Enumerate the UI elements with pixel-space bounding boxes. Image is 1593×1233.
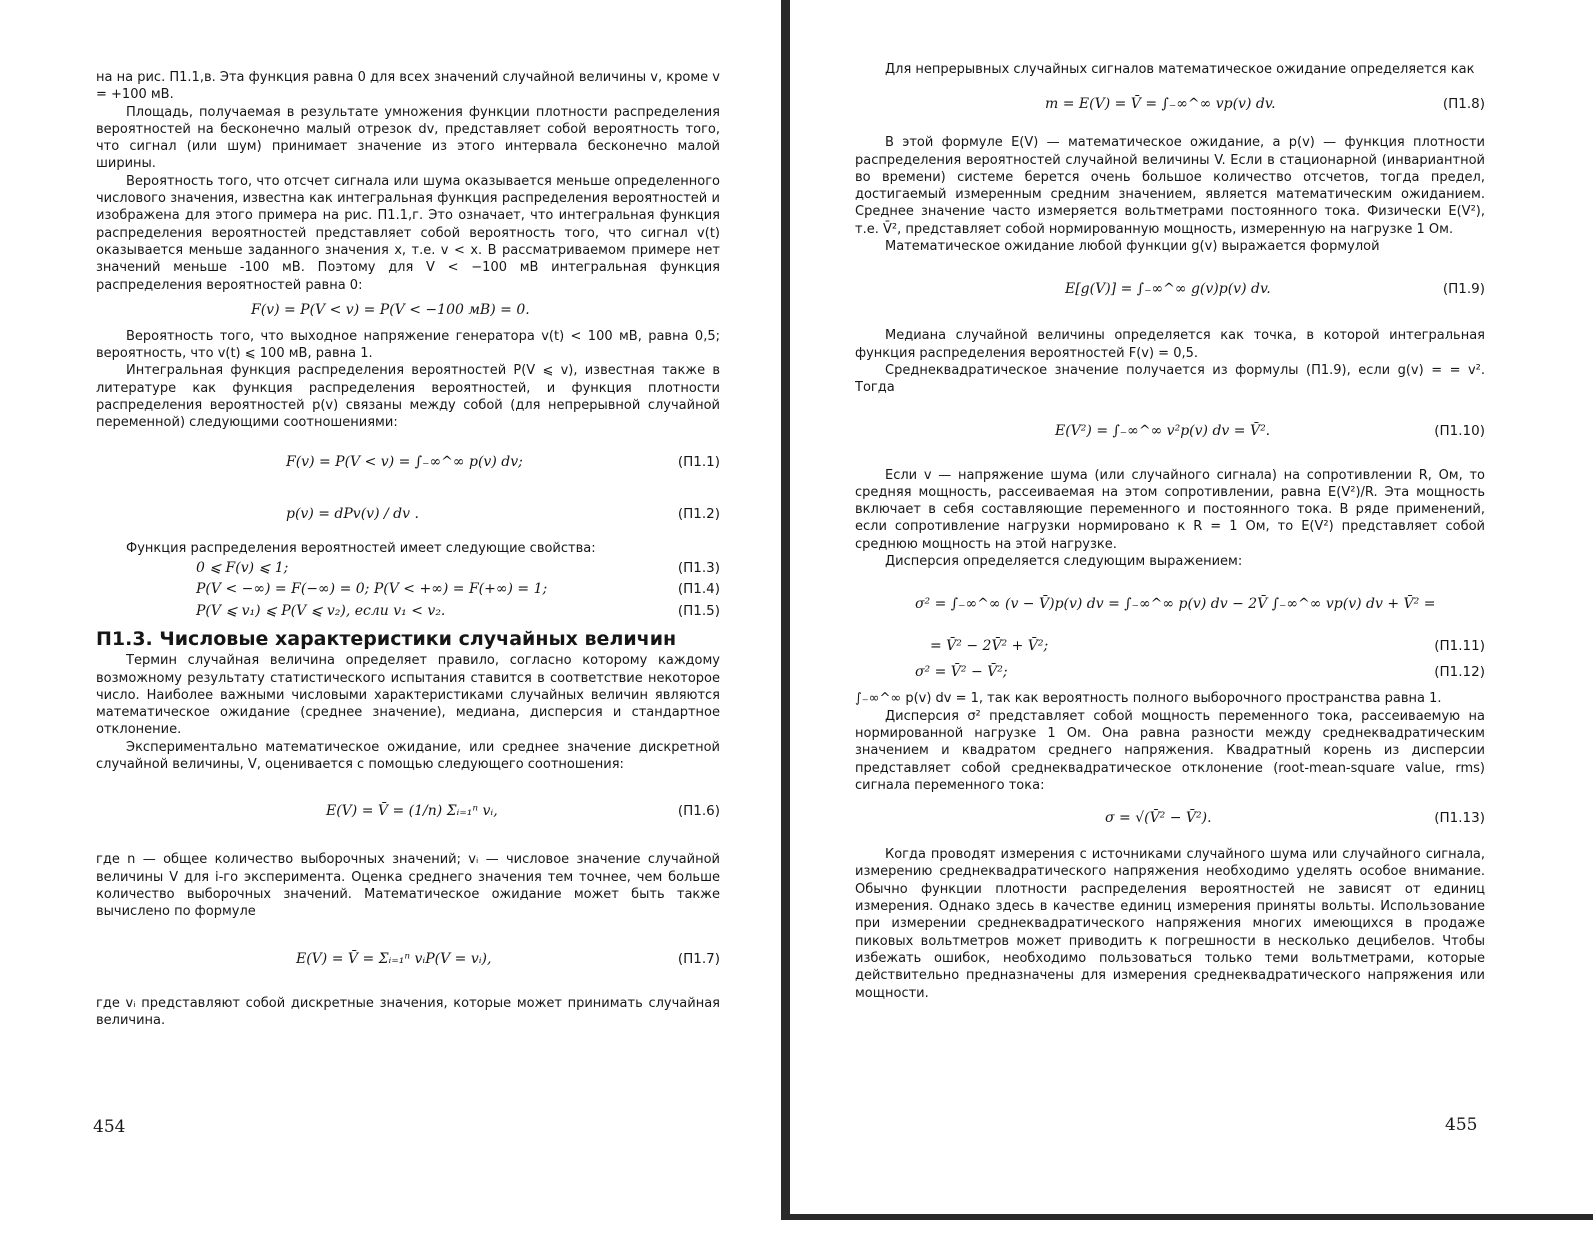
paragraph: Дисперсия определяется следующим выражением: <box>885 554 1243 570</box>
equation-body: 0 ⩽ F(v) ⩽ 1; <box>196 559 289 576</box>
paragraph: Медиана случайной величины определяется как точка, в которой интегральная функция распределения вероятностей F(v) = 0,5. <box>855 328 1485 361</box>
equation-body: F(v) = P(V < v) = P(V < −100 мВ) = 0. <box>251 301 530 318</box>
paragraph: В этой формуле E(V) — математическое ожидание, а p(v) — функция плотности распределения вероятностей случайной величины V. Если в стационарной (инвариантной во времени) системе берется очень большое количество отсчетов, тогда предел, достигаемый измеренным средним значением, является математическим ожиданием. Среднее значение часто измеряется вольтметрами постоянного тока. Физически E(V²), т.е. V̄², представляет собой нормированную мощность, измеренную на нагрузке 1 Ом. <box>855 135 1485 237</box>
paragraph: Функция распределения вероятностей имеет следующие свойства: <box>126 540 596 556</box>
right-page <box>790 0 1593 1233</box>
equation-body: P(V < −∞) = F(−∞) = 0; P(V < +∞) = F(+∞) = 1; <box>196 580 548 597</box>
equation-p1-6 <box>96 773 720 851</box>
paragraph: Площадь, получаемая в результате умножения функции плотности распределения вероятностей на бесконечно малый отрезок dv, представляет собой вероятность того, что сигнал (или шум) принимает значение из этого интервала бесконечно малой ширины. <box>96 104 720 172</box>
equation-p1-1 <box>96 432 720 492</box>
paragraph: Если v — напряжение шума (или случайного сигнала) на сопротивлении R, Ом, то средняя мощность, рассеиваемая на этом сопротивлении, равна E(V²)/R. Эта мощность включает в себя составляющие переменного и постоянного тока. В ряде применений, если сопротивление нагрузки нормировано к R = 1 Ом, то E(V²) представляет собой среднюю мощность на этой нагрузке. <box>855 467 1485 552</box>
paragraph: на на рис. П1.1,в. Эта функция равна 0 для всех значений случайной величины v, кроме v = +100 мВ. <box>96 70 720 103</box>
equation-number: (П1.12) <box>1434 664 1485 681</box>
book-spine <box>781 0 790 1220</box>
equation-body: F(v) = P(V < v) = ∫₋∞^∞ p(v) dv; <box>286 453 523 470</box>
equation-number: (П1.5) <box>677 602 720 619</box>
paragraph: где vᵢ представляют собой дискретные значения, которые может принимать случайная величина. <box>96 995 720 1028</box>
equation-number: (П1.10) <box>1434 422 1485 439</box>
paragraph: ∫₋∞^∞ p(v) dv = 1, так как вероятность полного выборочного пространства равна 1. <box>855 691 1442 707</box>
equation-p1-5 <box>96 601 720 625</box>
paragraph: Термин случайная величина определяет правило, согласно которому каждому возможному результату статистического испытания ставится в соответствие некоторое число. Наиболее важными числовыми характеристиками случайных величин являются математическое ожидание (среднее значение), медиана, дисперсия и стандартное отклонение. <box>96 653 720 738</box>
paragraph: Вероятность того, что отсчет сигнала или шума оказывается меньше определенного числового значения, известна как интегральная функция распределения вероятностей и изображена для этого примера на рис. П1.1,г. Это означает, что интегральная функция распределения вероятностей представляет собой вероятность того, что сигнал v(t) оказывается меньше заданного значения x, т.е. v < x. В рассматриваемом примере нет значений меньше -100 мВ. Поэтому для V < −100 мВ интегральная функция распределения вероятностей равна 0: <box>96 173 720 293</box>
equation-body: E(V) = V̄ = (1/n) Σᵢ₌₁ⁿ vᵢ, <box>326 803 498 820</box>
equation-number: (П1.11) <box>1434 638 1485 655</box>
equation-body: σ² = ∫₋∞^∞ (v − V̄)p(v) dv = ∫₋∞^∞ p(v) dv − 2V̄ ∫₋∞^∞ vp(v) dv + V̄² = <box>915 596 1436 613</box>
equation-number: (П1.2) <box>677 505 720 522</box>
equation-number: (П1.6) <box>677 803 720 820</box>
paragraph: Когда проводят измерения с источниками случайного шума или случайного сигнала, измерению среднеквадратического напряжения необходимо уделять особое внимание. Обычно функции плотности распределения вероятностей не зависят от единиц измерения. Однако здесь в качестве единиц измерения приняты вольты. Использование при измерении среднеквадратического напряжения многих имеющихся в продаже пиковых вольтметров может приводить к погрешности в несколько децибелов. Чтобы избежать ошибок, необходимо пользоваться только теми вольтметрами, которые действительно предназначены для измерения среднеквадратического напряжения или мощности. <box>855 847 1485 1001</box>
equation-body: σ = √(V̄² − V̄²). <box>1105 810 1212 827</box>
paragraph: где n — общее количество выборочных значений; vᵢ — числовое значение случайной величины V для i-го эксперимента. Оценка среднего значения тем точнее, чем больше количество выборочных значений. Математическое ожидание может быть также вычислено по формуле <box>96 852 720 920</box>
equation-number: (П1.7) <box>677 950 720 967</box>
page-number: 454 <box>93 1117 126 1137</box>
equation-number: (П1.8) <box>1442 96 1485 113</box>
paragraph: Математическое ожидание любой функции g(v) выражается формулой <box>885 239 1380 255</box>
equation-p1-12 <box>855 660 1485 690</box>
equation-p1-11-line1 <box>855 570 1485 634</box>
equation-number: (П1.1) <box>677 453 720 470</box>
equation-body: E(V²) = ∫₋∞^∞ v²p(v) dv = V̄². <box>1055 422 1271 439</box>
section-heading: П1.3. Числовые характеристики случайных величин <box>96 627 677 650</box>
equation-body: E[g(V)] = ∫₋∞^∞ g(v)p(v) dv. <box>1065 281 1271 298</box>
equation-p1-13 <box>855 794 1485 846</box>
equation-body: P(V ⩽ v₁) ⩽ P(V ⩽ v₂), если v₁ < v₂. <box>196 602 446 619</box>
equation-p1-11 <box>855 634 1485 660</box>
right-text-column <box>855 61 1485 1002</box>
paragraph: Среднеквадратическое значение получается из формулы (П1.9), если g(v) = = v². Тогда <box>855 362 1485 396</box>
equation-p1-3 <box>96 557 720 579</box>
paragraph: Вероятность того, что выходное напряжение генератора v(t) < 100 мВ, равна 0,5; вероятность, что v(t) ⩽ 100 мВ, равна 1. <box>96 328 720 362</box>
equation-p1-9 <box>855 255 1485 327</box>
equation-p1-8 <box>855 78 1485 134</box>
page-number: 455 <box>1445 1115 1478 1135</box>
paragraph: Для непрерывных случайных сигналов математическое ожидание определяется как <box>885 62 1475 77</box>
equation-body: = V̄² − 2V̄² + V̄²; <box>930 638 1049 655</box>
equation <box>96 294 720 328</box>
equation-p1-2 <box>96 492 720 540</box>
equation-body: p(v) = dPv(v) / dv . <box>286 505 419 522</box>
equation-body: E(V) = V̄ = Σᵢ₌₁ⁿ vᵢP(V = vᵢ), <box>296 950 492 967</box>
equation-number: (П1.4) <box>677 580 720 597</box>
paragraph: Дисперсия σ² представляет собой мощность переменного тока, рассеиваемую на нормированной нагрузке 1 Ом. Она равна разности между среднеквадратическим значением и квадратом среднего напряжения. Квадратный корень из дисперсии представляет собой среднеквадратическое отклонение (root-mean-square value, rms) сигнала переменного тока: <box>855 708 1485 793</box>
paragraph: Интегральная функция распределения вероятностей P(V ⩽ v), известная также в литературе как функция распределения вероятностей, и функция плотности распределения вероятностей p(v) связаны между собой (для непрерывной случайной переменной) следующими соотношениями: <box>96 363 720 431</box>
paragraph: Экспериментально математическое ожидание, или среднее значение дискретной случайной величины, V, оценивается с помощью следующего соотношения: <box>96 739 720 773</box>
equation-body: σ² = V̄² − V̄²; <box>915 664 1008 681</box>
equation-number: (П1.9) <box>1442 281 1485 298</box>
equation-number: (П1.13) <box>1434 810 1485 827</box>
equation-p1-10 <box>855 397 1485 467</box>
equation-p1-4 <box>96 579 720 601</box>
equation-p1-7 <box>96 921 720 995</box>
left-text-column <box>96 69 720 1029</box>
equation-number: (П1.3) <box>677 559 720 576</box>
equation-body: m = E(V) = V̄ = ∫₋∞^∞ vp(v) dv. <box>1045 96 1276 113</box>
left-page <box>0 0 780 1233</box>
